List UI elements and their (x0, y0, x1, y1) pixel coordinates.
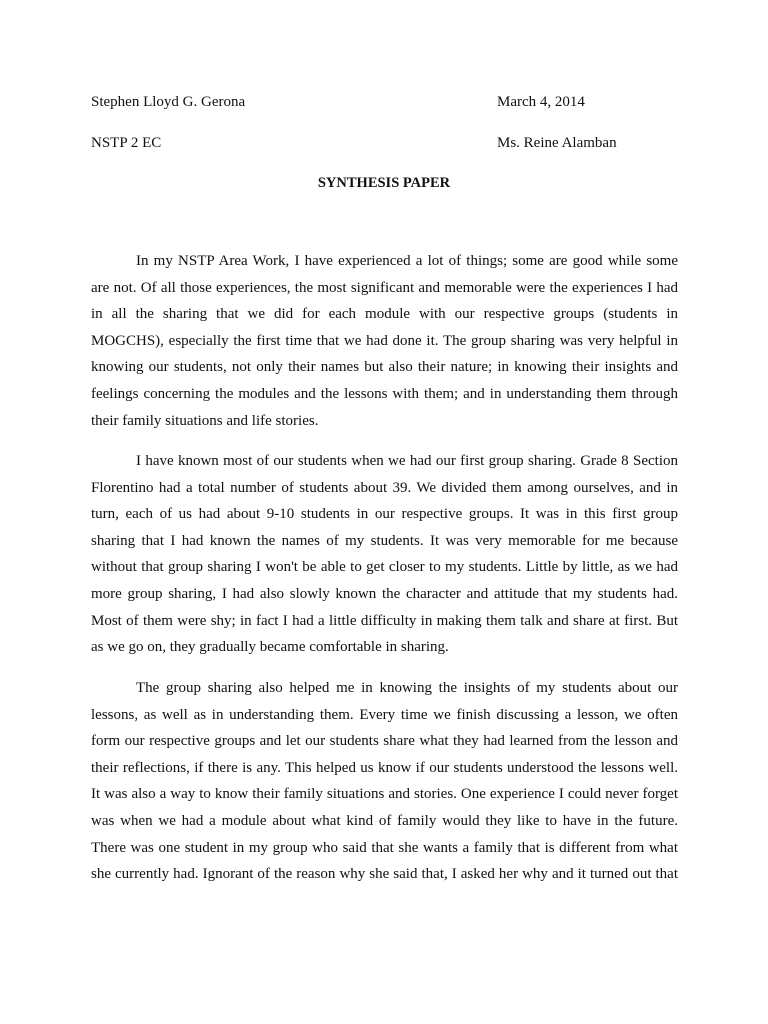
paragraph-line: Most of them were shy; in fact I had a little difficulty in making them talk and share at first. But (91, 612, 678, 629)
instructor-name: Ms. Reine Alamban (497, 135, 617, 151)
paragraph-line: their reflections, if there is any. This helped us know if our students understood the lessons well. (91, 759, 678, 776)
paragraph-line: lessons, as well as in understanding them. Every time we finish discussing a lesson, we often (91, 706, 678, 723)
paragraph-line: Florentino had a total number of students about 39. We divided them among ourselves, and in (91, 479, 678, 496)
paragraph-line: turn, each of us had about 9-10 students in our respective groups. It was in this first group (91, 506, 678, 523)
paragraph-line: she currently had. Ignorant of the reason why she said that, I asked her why and it turned out that (91, 866, 678, 883)
paragraph-line: as we go on, they gradually became comfortable in sharing. (91, 639, 449, 656)
paragraph-line: MOGCHS), especially the first time that we had done it. The group sharing was very helpful in (91, 332, 678, 349)
paragraph-line: It was also a way to know their family situations and stories. One experience I could never forget (91, 786, 678, 803)
course-code: NSTP 2 EC (91, 135, 162, 151)
paragraph-3 (91, 675, 678, 888)
paragraph-line: The group sharing also helped me in knowing the insights of my students about our (136, 680, 678, 696)
paragraph-line: There was one student in my group who said that she wants a family that is different from what (91, 839, 678, 856)
paragraph-2 (91, 448, 678, 661)
document-date: March 4, 2014 (497, 94, 585, 110)
paragraph-line: I have known most of our students when we had our first group sharing. Grade 8 Section (136, 453, 678, 469)
page-title: SYNTHESIS PAPER (317, 175, 451, 191)
paragraph-line: their family situations and life stories. (91, 412, 319, 429)
paragraph-line: sharing that I had known the names of my students. It was very memorable for me because (91, 532, 678, 549)
paragraph-line: in all the sharing that we did for each module with our respective groups (students in (91, 306, 678, 323)
paragraph-line: more group sharing, I had also slowly known the character and attitude that my students had. (91, 585, 678, 602)
paragraph-line: form our respective groups and let our students share what they had learned from the lesson and (91, 733, 678, 750)
paragraph-line: In my NSTP Area Work, I have experienced a lot of things; some are good while some (136, 253, 678, 269)
paragraph-line: knowing our students, not only their names but also their nature; in knowing their insights and (91, 359, 678, 376)
paragraph-line: feelings concerning the modules and the lessons with them; and in understanding them through (91, 385, 678, 402)
paragraph-line: without that group sharing I won't be able to get closer to my students. Little by little, as we had (91, 559, 678, 576)
paragraph-1 (91, 248, 678, 434)
author-name: Stephen Lloyd G. Gerona (91, 94, 246, 110)
paragraph-line: are not. Of all those experiences, the most significant and memorable were the experiences I had (91, 279, 678, 296)
paragraph-line: was when we had a module about what kind of family would they like to have in the future. (91, 812, 678, 829)
